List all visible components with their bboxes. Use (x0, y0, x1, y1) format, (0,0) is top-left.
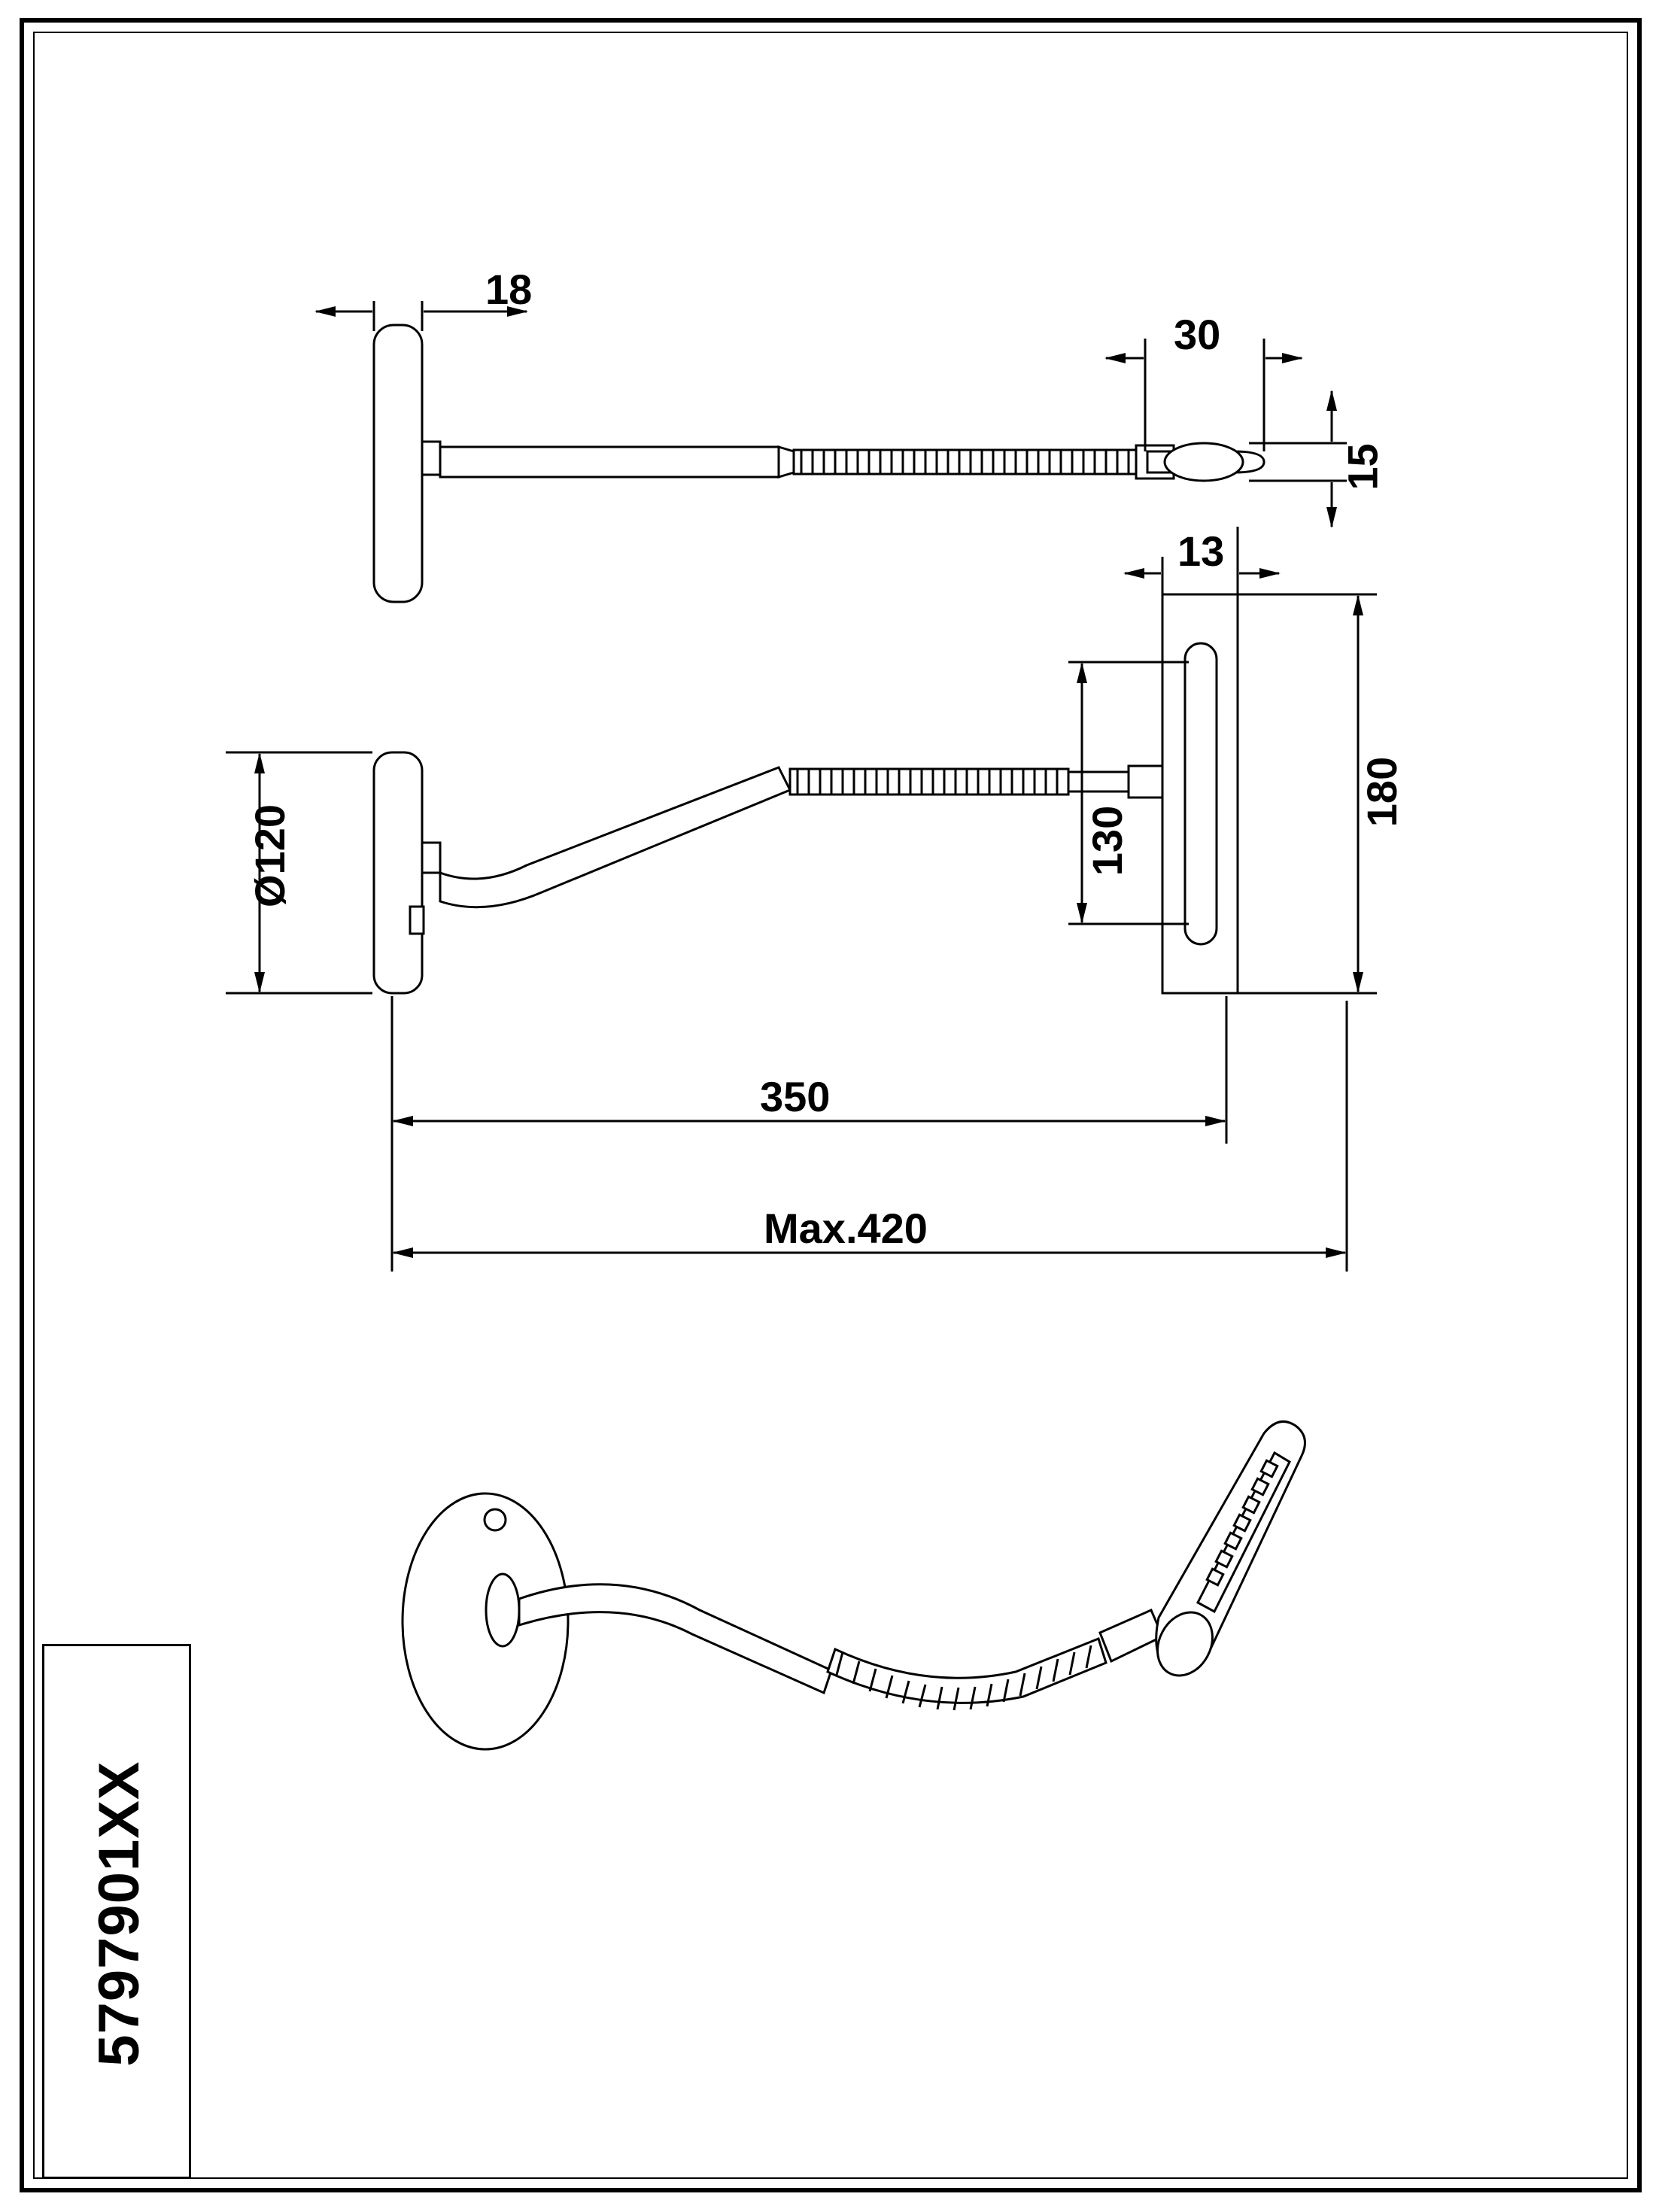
perspective-view-geometry (403, 1421, 1305, 1749)
dim-350 (392, 996, 1226, 1144)
dim-label-18: 18 (485, 266, 533, 313)
side-view-geometry (374, 594, 1238, 993)
dim-label-diameter-120: Ø120 (246, 804, 293, 907)
dim-180 (1238, 594, 1377, 993)
dim-label-13: 13 (1177, 527, 1225, 575)
dim-label-max-420: Max.420 (764, 1205, 928, 1252)
product-code-box (42, 1644, 191, 2179)
dim-label-350: 350 (760, 1073, 831, 1120)
top-view-geometry (374, 325, 1264, 602)
dim-label-130: 130 (1083, 805, 1132, 877)
dim-label-30: 30 (1174, 311, 1221, 358)
dim-label-15: 15 (1338, 443, 1387, 491)
dim-label-180: 180 (1358, 756, 1406, 828)
product-code: 5797901XX (87, 1761, 151, 2067)
